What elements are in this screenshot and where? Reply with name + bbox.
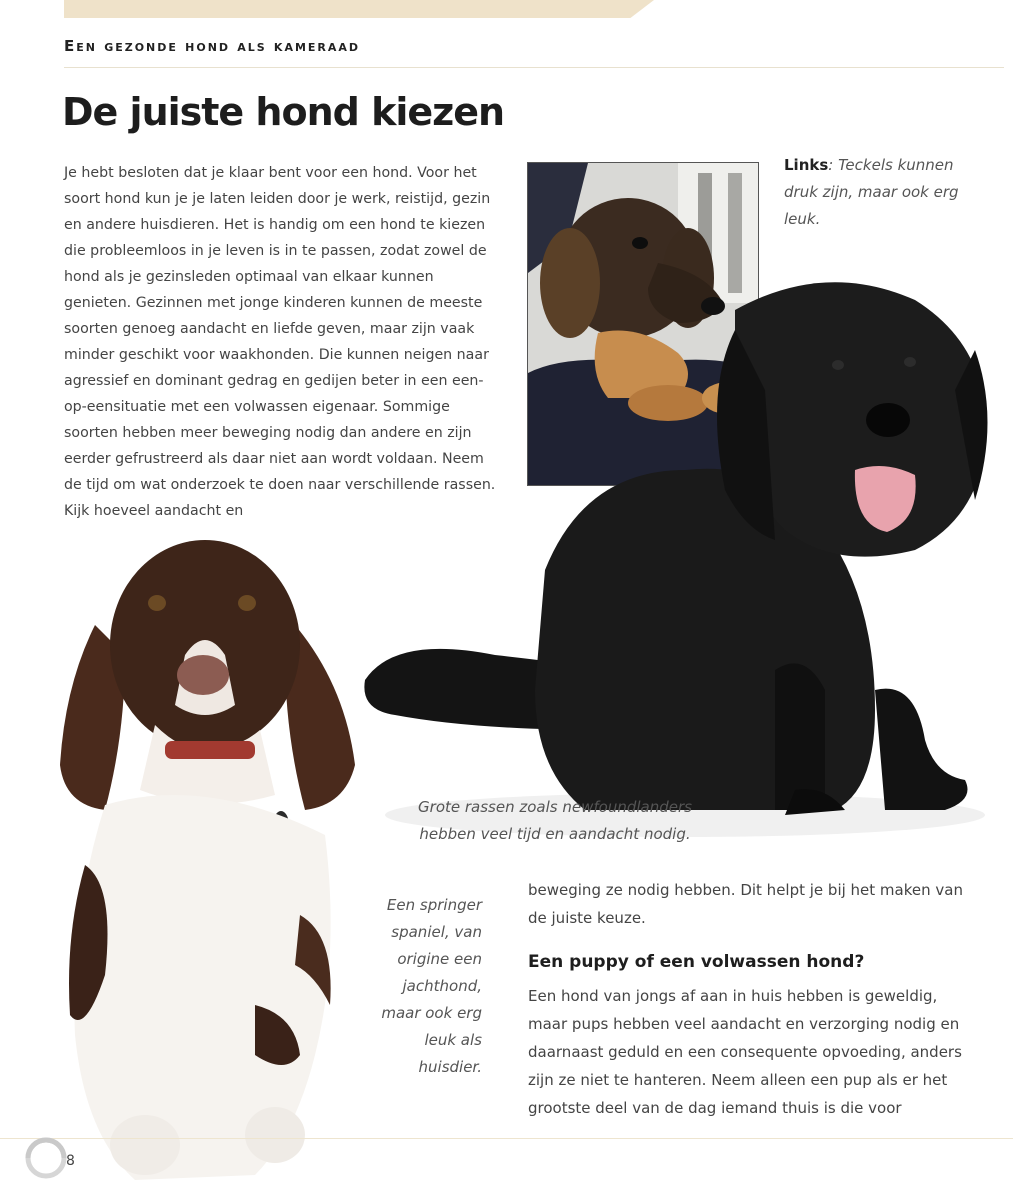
caption-links-text: : Teckels kunnen druk zijn, maar ook erg leuk. [784,156,959,228]
footer-rule [0,1138,1013,1139]
springer-spaniel-photo [45,535,365,1195]
intro-paragraph: Je hebt besloten dat je klaar bent voor een hond. Voor het soort hond kun je je laten leiden door je werk, reistijd, gezin en andere huisdieren. Het is handig om een hond te kiezen die probleemloos in je leven is in te passen, zodat zowel de hond als je gezinsleden optimaal van elkaar kunnen genieten. Gezinnen met jonge kinderen kunnen de meeste soorten genoeg aandacht en liefde geven, maar zijn vaak minder geschikt voor waakhonden. Die kunnen neigen naar agressief en dominant gedrag en gedijen beter in een een-op-eensituatie met een volwassen eigenaar. Sommige soorten hebben meer beweging nodig dan andere en zijn eerder gefrustreerd als daar niet aan wordt voldaan. Neem de tijd om wat onderzoek te doen naar verschillende rassen. Kijk hoeveel aandacht en [64,165,496,519]
header-rule [64,67,1004,68]
subheading-puppy: Een puppy of een volwassen hond? [528,952,865,972]
section-header: Een gezonde hond als kameraad [64,37,361,55]
caption-links [784,152,984,233]
newfoundland-photo [355,270,1005,850]
caption-links-label: Links [784,156,829,174]
page-title: De juiste hond kiezen [62,90,505,134]
puppy-paragraph: Een hond van jongs af aan in huis hebben is geweldig, maar pups hebben veel aandacht en verzorging nodig en daarnaast geduld en een consequente opvoeding, anders zijn ze niet te hanteren. Neem alleen een pup als er het grootste deel van de dag iemand thuis is die voor [528,987,962,1117]
caption-springer: Een springer spaniel, van origine een jachthond, maar ook erg leuk als huisdier. [381,896,482,1076]
caption-newfoundland: Grote rassen zoals newfoundlanders hebben veel tijd en aandacht nodig. [418,798,692,843]
page-number: 8 [66,1153,75,1169]
continued-paragraph: beweging ze nodig hebben. Dit helpt je bij het maken van de juiste keuze. [528,881,963,927]
top-decorative-band [64,0,654,18]
